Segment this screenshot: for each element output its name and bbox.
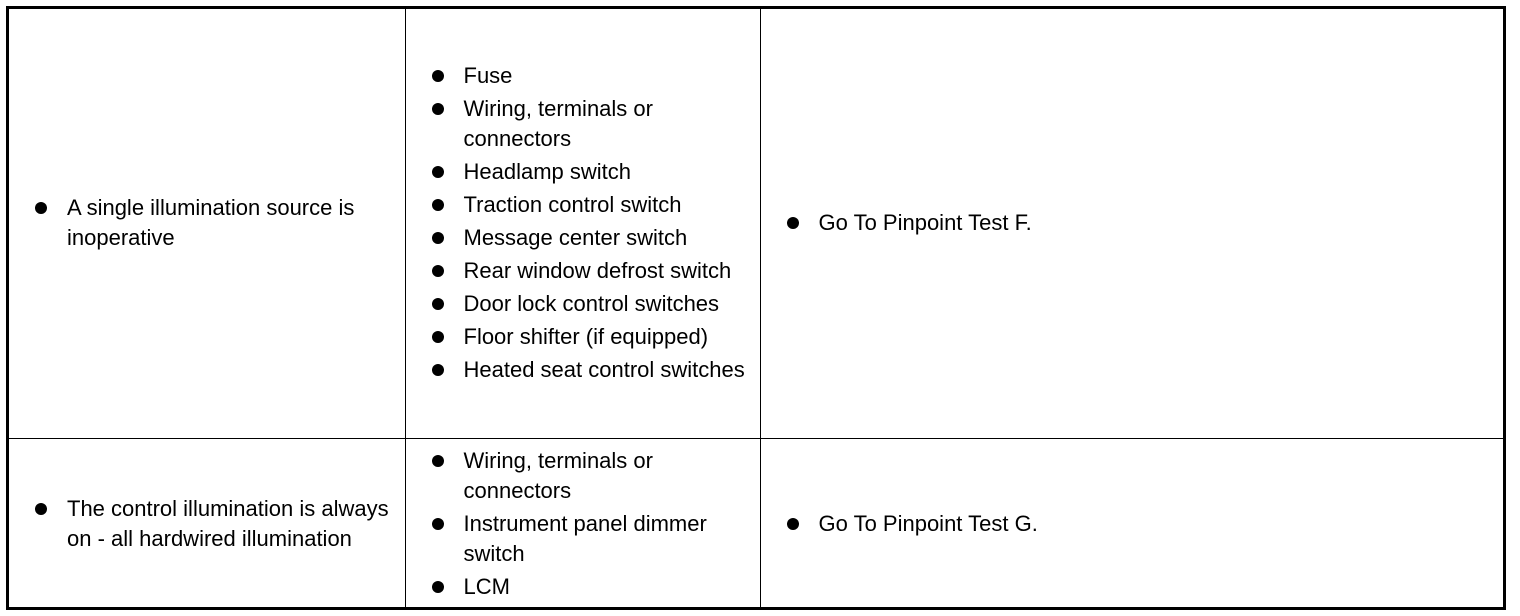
action-cell [760, 9, 1503, 438]
list-item [9, 193, 405, 253]
list-item [761, 509, 1504, 539]
action-text: Go To Pinpoint Test F. [818, 210, 1032, 236]
condition-list [9, 494, 405, 554]
action-cell [760, 438, 1503, 610]
possible-source-cell [405, 438, 760, 610]
source-text: Heated seat control switches [463, 357, 745, 383]
source-text: Rear window defrost switch [463, 258, 732, 284]
condition-cell [9, 438, 405, 610]
bullet-icon [432, 232, 444, 244]
condition-text: The control illumination is always on - all hardwired illumination [67, 496, 389, 552]
list-item [406, 446, 760, 506]
source-text: Traction control switch [463, 192, 682, 218]
bullet-icon [432, 103, 444, 115]
possible-source-list [406, 446, 760, 602]
source-text: LCM [463, 574, 510, 600]
symptom-chart-table [9, 9, 1503, 610]
possible-source-cell [405, 9, 760, 438]
bullet-icon [432, 298, 444, 310]
bullet-icon [432, 331, 444, 343]
list-item [406, 157, 760, 187]
list-item [406, 322, 760, 352]
source-text: Floor shifter (if equipped) [463, 324, 709, 350]
list-item [406, 289, 760, 319]
bullet-icon [432, 199, 444, 211]
list-item [406, 256, 760, 286]
source-text: Message center switch [463, 225, 688, 251]
source-text: Wiring, terminals or connectors [463, 96, 653, 152]
bullet-icon [432, 581, 444, 593]
source-text: Instrument panel dimmer switch [463, 511, 707, 567]
action-text: Go To Pinpoint Test G. [818, 511, 1038, 537]
source-text: Wiring, terminals or connectors [463, 448, 653, 504]
list-item [406, 94, 760, 154]
bullet-icon [35, 202, 47, 214]
condition-cell [9, 9, 405, 438]
condition-text: A single illumination source is inoperative [67, 195, 355, 251]
possible-source-list [406, 61, 760, 385]
bullet-icon [787, 217, 799, 229]
bullet-icon [35, 503, 47, 515]
action-list [761, 509, 1504, 539]
action-list [761, 208, 1504, 238]
source-text: Fuse [463, 63, 513, 89]
list-item [406, 509, 760, 569]
bullet-icon [432, 455, 444, 467]
source-text: Door lock control switches [463, 291, 720, 317]
table-row [9, 9, 1503, 438]
source-text: Headlamp switch [463, 159, 632, 185]
symptom-table-frame [6, 6, 1506, 610]
list-item [406, 355, 760, 385]
list-item [761, 208, 1504, 238]
condition-list [9, 193, 405, 253]
list-item [9, 494, 405, 554]
bullet-icon [787, 518, 799, 530]
list-item [406, 223, 760, 253]
bullet-icon [432, 70, 444, 82]
table-row [9, 438, 1503, 610]
bullet-icon [432, 166, 444, 178]
list-item [406, 572, 760, 602]
bullet-icon [432, 364, 444, 376]
list-item [406, 190, 760, 220]
bullet-icon [432, 265, 444, 277]
list-item [406, 61, 760, 91]
bullet-icon [432, 518, 444, 530]
